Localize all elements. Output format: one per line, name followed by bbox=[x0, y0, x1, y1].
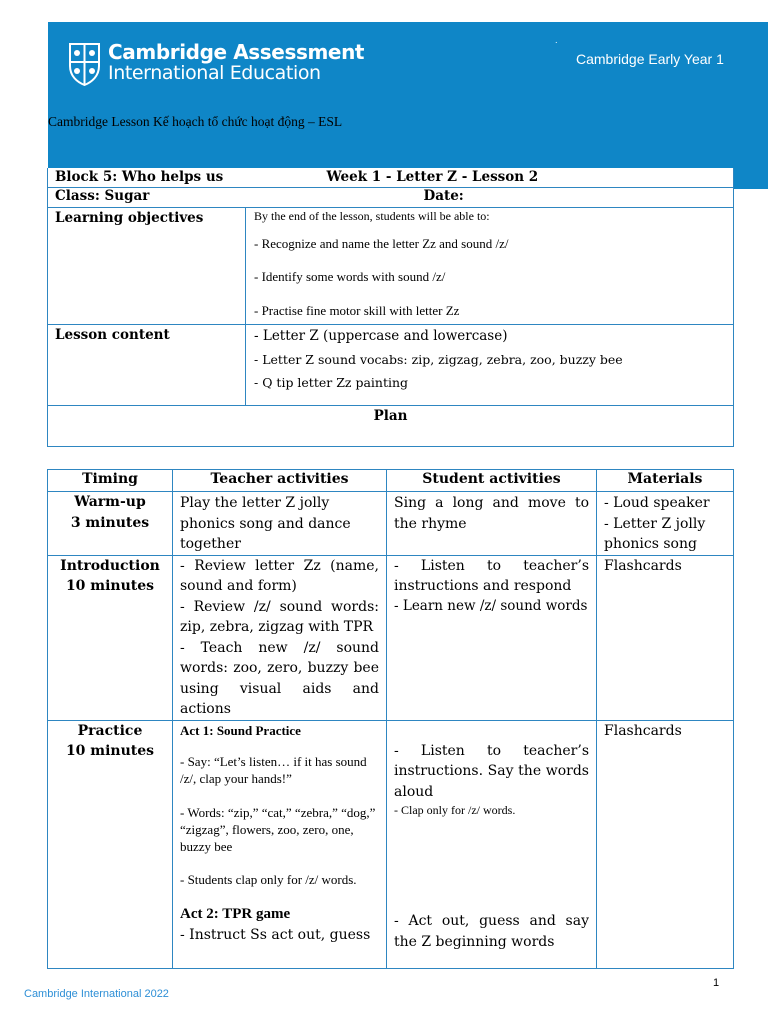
student-activity: - Learn new /z/ sound words bbox=[394, 597, 588, 614]
col-header-materials: Materials bbox=[597, 470, 734, 492]
objective-item: - Practise fine motor skill with letter Zz bbox=[254, 303, 460, 318]
plan-row bbox=[48, 406, 734, 447]
content-row bbox=[48, 325, 734, 406]
objective-item: - Recognize and name the letter Zz and sound /z/ bbox=[254, 236, 509, 251]
footer-copyright: Cambridge International 2022 bbox=[24, 988, 169, 1000]
stage-duration: 10 minutes bbox=[65, 578, 155, 594]
warmup-row bbox=[48, 492, 734, 556]
material-item: Flashcards bbox=[597, 720, 734, 968]
stage-name: Introduction bbox=[60, 557, 160, 574]
page-number: 1 bbox=[713, 977, 720, 989]
objectives-row bbox=[48, 208, 734, 325]
class-row bbox=[48, 188, 734, 208]
plan-heading: Plan bbox=[48, 406, 734, 447]
block-title: Block 5: Who helps us bbox=[55, 169, 224, 185]
title-row bbox=[48, 168, 734, 188]
introduction-row bbox=[48, 555, 734, 720]
plan-table bbox=[47, 469, 734, 969]
document-subtitle: Cambridge Lesson Kế hoạch tổ chức hoạt động – ESL bbox=[48, 114, 343, 129]
content-item: - Letter Z sound vocabs: zip, zigzag, zebra, zoo, buzzy bee bbox=[254, 352, 623, 367]
practice-row bbox=[48, 720, 734, 968]
material-item: - Letter Z jolly phonics song bbox=[604, 515, 706, 552]
objective-item: - Identify some words with sound /z/ bbox=[254, 269, 446, 284]
content-item: - Letter Z (uppercase and lowercase) bbox=[254, 328, 508, 344]
teacher-activity: - Teach new /z/ sound words: zoo, zero, buzzy bee using visual aids and actions bbox=[180, 639, 379, 717]
student-activity: - Act out, guess and say the Z beginning words bbox=[394, 913, 589, 950]
material-item: - Loud speaker bbox=[604, 495, 710, 511]
col-header-teacher: Teacher activities bbox=[173, 470, 387, 492]
student-activity: Sing a long and move to the rhyme bbox=[387, 492, 597, 556]
activity-title: Act 1: Sound Practice bbox=[180, 722, 301, 738]
material-item: Flashcards bbox=[597, 555, 734, 720]
objectives-label: Learning objectives bbox=[48, 208, 246, 325]
teacher-activity: - Students clap only for /z/ words. bbox=[180, 872, 357, 887]
teacher-activity: - Review /z/ sound words: zip, zebra, zigzag with TPR bbox=[180, 598, 379, 635]
stage-duration: 10 minutes bbox=[65, 743, 155, 759]
content-label: Lesson content bbox=[48, 325, 246, 406]
stage-name: Practice bbox=[77, 722, 143, 739]
stage-name: Warm-up bbox=[74, 494, 146, 510]
cambridge-logo bbox=[68, 42, 364, 86]
content-item: - Q tip letter Zz painting bbox=[254, 375, 409, 390]
student-activity: - Listen to teacher’s instructions and respond bbox=[394, 557, 589, 594]
shield-icon bbox=[68, 42, 101, 86]
week-title: Week 1 - Letter Z - Lesson 2 bbox=[326, 169, 539, 185]
teacher-activity: - Instruct Ss act out, guess bbox=[180, 926, 371, 943]
lesson-info-table bbox=[47, 168, 734, 447]
teacher-activity: - Review letter Zz (name, sound and form) bbox=[180, 557, 379, 594]
header-dot: . bbox=[555, 36, 558, 45]
class-label: Class: Sugar bbox=[55, 188, 150, 204]
teacher-activity: Play the letter Z jolly phonics song and dance together bbox=[173, 492, 387, 556]
objectives-intro: By the end of the lesson, students will be able to: bbox=[254, 209, 490, 223]
teacher-activity: - Words: “zip,” “cat,” “zebra,” “dog,” “zigzag”, flowers, zoo, zero, one, buzzy bee bbox=[180, 805, 376, 854]
logo-line-2: International Education bbox=[108, 62, 321, 84]
activity-title: Act 2: TPR game bbox=[180, 906, 291, 922]
teacher-activity: - Say: “Let’s listen… if it has sound /z/, clap your hands!” bbox=[180, 754, 367, 786]
programme-title: Cambridge Early Year 1 bbox=[576, 51, 724, 67]
col-header-student: Student activities bbox=[387, 470, 597, 492]
plan-header-row bbox=[48, 470, 734, 492]
student-activity: - Clap only for /z/ words. bbox=[394, 803, 516, 817]
student-activity: - Listen to teacher’s instructions. Say the words aloud bbox=[394, 742, 589, 800]
logo-line-1: Cambridge Assessment bbox=[108, 40, 365, 64]
stage-duration: 3 minutes bbox=[70, 514, 150, 531]
col-header-timing: Timing bbox=[48, 470, 173, 492]
date-label: Date: bbox=[423, 188, 464, 204]
